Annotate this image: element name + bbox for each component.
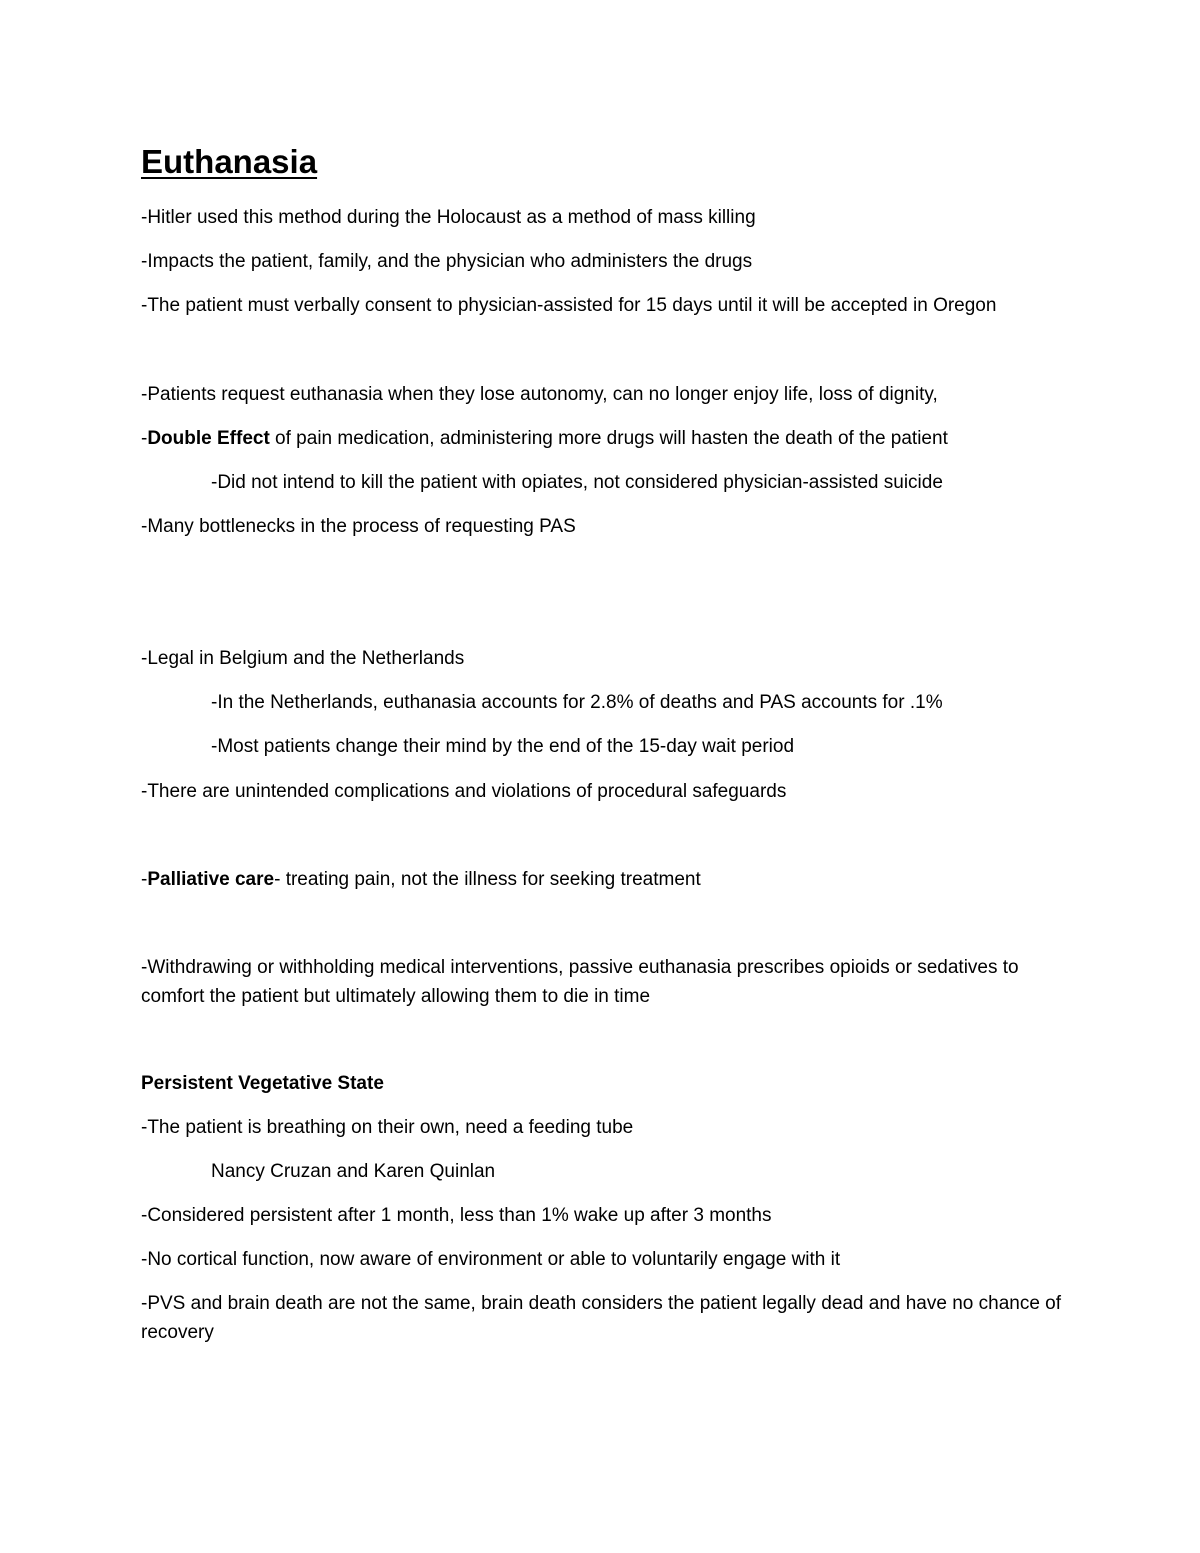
pvs-line-breathing: -The patient is breathing on their own, need a feeding tube [141,1117,634,1138]
note-subline-wait-period: -Most patients change their mind by the end of the 15-day wait period [211,736,795,757]
note-line-hitler: -Hitler used this method during the Holocaust as a method of mass killing [141,207,756,228]
note-line-complications: -There are unintended complications and violations of procedural safeguards [141,781,787,802]
pvs-line-brain-death: -PVS and brain death are not the same, brain death considers the patient legally dead and have no chance of recovery [141,1293,1062,1343]
palliative-care-text: - treating pain, not the illness for seeking treatment [274,869,701,890]
term-double-effect: Double Effect [147,428,270,449]
note-line-patients-request: -Patients request euthanasia when they lose autonomy, can no longer enjoy life, loss of dignity, [141,384,938,405]
note-line-withdrawing: -Withdrawing or withholding medical interventions, passive euthanasia prescribes opioids or sedatives to comfort the patient but ultimately allowing them to die in time [141,957,1019,1007]
dash: - [141,869,148,890]
double-effect-text: of pain medication, administering more drugs will hasten the death of the patient [269,428,948,449]
note-line-impacts: -Impacts the patient, family, and the physician who administers the drugs [141,251,753,272]
pvs-subline-cases: Nancy Cruzan and Karen Quinlan [211,1161,496,1182]
pvs-line-persistent: -Considered persistent after 1 month, less than 1% wake up after 3 months [141,1205,772,1226]
document-title: Euthanasia [141,143,318,180]
section-heading-pvs: Persistent Vegetative State [141,1073,384,1094]
note-line-bottlenecks: -Many bottlenecks in the process of requesting PAS [141,516,576,537]
note-line-double-effect [141,424,948,453]
note-line-palliative-care [141,865,701,894]
note-subline-netherlands-stats: -In the Netherlands, euthanasia accounts for 2.8% of deaths and PAS accounts for .1% [211,692,943,713]
pvs-line-cortical: -No cortical function, now aware of environment or able to voluntarily engage with it [141,1249,841,1270]
dash: - [141,428,148,449]
note-subline-opiates: -Did not intend to kill the patient with opiates, not considered physician-assisted suicide [211,472,943,493]
term-palliative-care: Palliative care [147,869,275,890]
note-line-consent-oregon: -The patient must verbally consent to physician-assisted for 15 days until it will be accepted in Oregon [141,295,997,316]
note-line-legal: -Legal in Belgium and the Netherlands [141,648,465,669]
